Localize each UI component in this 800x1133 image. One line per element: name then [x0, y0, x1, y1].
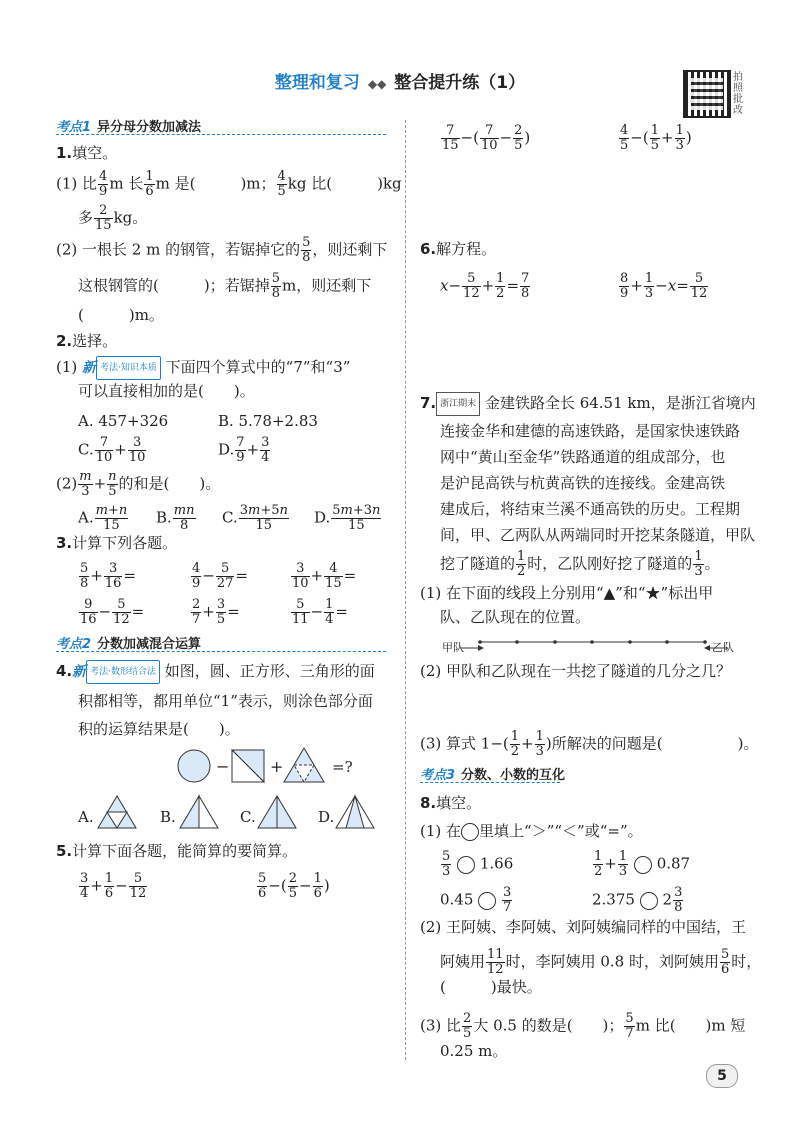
page-title: 整理和复习 ◆◆ 整合提升练（1） [274, 73, 526, 93]
q3-expr-4: $\frac{9}{16}$ − $\frac{5}{12}$ = [80, 597, 145, 627]
q5-expr-2: $\frac{5}{6}$ −( $\frac{2}{5}$ − $\frac{1}{6}$ ) [258, 871, 330, 901]
qr-code-icon[interactable] [683, 70, 731, 118]
q4-line-1: 4.新 考法·数形结合法 如图，圆、正方形、三角形的面 [56, 660, 375, 684]
q2-option-a: A. 457+326 [78, 412, 169, 430]
q4-option-b-label: B. [160, 808, 176, 826]
q8-part3-cont: 0.25 m。 [440, 1042, 508, 1060]
column-divider [405, 120, 406, 1060]
q2-title: 2.选择。 [56, 332, 118, 350]
section-heading-3: 考点3 分数、小数的互化 [420, 768, 566, 783]
q3-expr-3: $\frac{3}{10}$ + $\frac{4}{15}$ = [292, 561, 357, 591]
new-icon: 新 [72, 664, 87, 680]
q5-expr-4: $\frac{4}{5}$ −( $\frac{1}{5}$ + $\frac{1}{3}$ ) [620, 123, 692, 153]
q3-expr-1: $\frac{5}{8}$ + $\frac{3}{16}$ = [80, 561, 136, 591]
q7-part1-cont: 队、乙队现在的位置。 [440, 608, 591, 626]
q7-line-2: 连接金华和建德的高速铁路，是国家快速铁路 [440, 422, 741, 440]
q7-line-3: 网中“黄山至金华”铁路通道的组成部分，也 [440, 448, 726, 466]
q8-compare-4: 2.375 2 $\frac{3}{8}$ [592, 885, 683, 915]
q3-expr-5: $\frac{2}{7}$ + $\frac{3}{5}$ = [192, 597, 240, 627]
q4-option-c-figure [256, 794, 298, 830]
answer-circle[interactable] [640, 892, 658, 910]
q7-part1: (1) 在下面的线段上分别用“▲”和“★”标出甲 [420, 584, 714, 602]
q7-line-1: 7. 浙江期末 金建铁路全长 64.51 km，是浙江省境内 [420, 392, 756, 416]
answer-circle[interactable] [634, 856, 652, 874]
q4-option-d-label: D. [318, 808, 335, 826]
double-diamond-icon: ◆◆ [367, 77, 387, 91]
q7-line-left-label: 甲队 [442, 641, 464, 654]
q7-line-4: 是沪昆高铁与杭黄高铁的连接线。金建高铁 [440, 474, 726, 492]
svg-text:+: + [270, 757, 284, 776]
q2-option-d: D. $\frac{7}{9}$ + $\frac{3}{4}$ [218, 435, 270, 465]
q1-part1: (1) 比 $\frac{4}{9}$ m 长 $\frac{1}{6}$ m 是( )m； $\frac{4}{5}$ kg 比( )kg [56, 169, 402, 199]
q7-line-7: 挖了隧道的 $\frac{1}{2}$ 时，乙队刚好挖了隧道的 $\frac{1}{3}$ 。 [440, 549, 720, 579]
svg-text:−: − [216, 757, 230, 776]
q1-part2-cont: 这根钢管的( )；若锯掉 $\frac{5}{8}$ m，则还剩下 [78, 271, 372, 301]
q3-expr-2: $\frac{4}{9}$ − $\frac{5}{27}$ = [192, 561, 248, 591]
q4-equals: =? [332, 758, 353, 776]
q1-title: 1.填空。 [56, 144, 118, 162]
section-heading-2: 考点2 分数加减混合运算 [56, 637, 202, 652]
q6-equation-1: x− $\frac{5}{12}$ + $\frac{1}{2}$ = $\frac{7}{8}$ [440, 271, 530, 301]
q8-part2: (2) 王阿姨、李阿姨、刘阿姨编同样的中国结，王 [420, 918, 747, 936]
q2-p2-option-b: B. $\frac{mn}{8}$ [156, 503, 195, 533]
q6-title: 6.解方程。 [420, 240, 497, 258]
q8-part1: (1) 在 里填上“＞”“＜”或“=”。 [420, 822, 643, 840]
q1-part2-end: ( )m。 [78, 306, 164, 324]
q7-line-6: 间，甲、乙两队从两端同时开挖某条隧道，甲队 [440, 526, 756, 544]
q5-expr-3: $\frac{7}{15}$ −( $\frac{7}{10}$ − $\frac{2}{5}$ ) [442, 123, 531, 153]
q7-line-right-label: 乙队 [712, 641, 734, 654]
q8-compare-2: $\frac{1}{2}$ + $\frac{1}{3}$ 0.87 [594, 849, 691, 879]
q2-part1: (1) 新 考法·知识本质 下面四个算式中的“7”和“3” [56, 356, 350, 380]
q4-option-a-figure [96, 794, 138, 830]
q8-part2-cont: 阿姨用 $\frac{11}{12}$ 时，李阿姨用 0.8 时，刘阿姨用 $\frac{5}{6}$ 时， [440, 947, 762, 977]
q4-option-b-figure [178, 794, 220, 830]
q2-p2-option-a: A. $\frac{m+n}{15}$ [78, 503, 128, 533]
q3-expr-6: $\frac{5}{11}$ − $\frac{1}{4}$ = [292, 597, 348, 627]
q1-part1-cont: 多 $\frac{2}{15}$ kg。 [78, 203, 148, 233]
page-number: 5 [706, 1064, 738, 1088]
q4-line-3: 积的运算结果是( )。 [78, 720, 240, 738]
answer-circle [461, 823, 479, 841]
q2-option-b: B. 5.78+2.83 [218, 412, 318, 430]
q2-option-c: C. $\frac{7}{10}$ + $\frac{3}{10}$ [78, 435, 146, 465]
q8-title: 8.填空。 [420, 794, 482, 812]
q4-option-d-figure [334, 794, 376, 830]
answer-circle[interactable] [457, 856, 475, 874]
q1-part2: (2) 一根长 2 m 的钢管，若锯掉它的 $\frac{5}{8}$ ，则还剩下 [56, 235, 388, 265]
q8-compare-3: 0.45 $\frac{3}{7}$ [440, 885, 512, 915]
q3-title: 3.计算下列各题。 [56, 534, 178, 552]
q4-option-a-label: A. [78, 808, 94, 826]
q8-part2-end: ( )最快。 [440, 978, 542, 996]
qr-label: 拍照批改 [733, 72, 743, 116]
q8-part3: (3) 比 $\frac{2}{5}$ 大 0.5 的数是( )； $\frac{5}{7}$ m 比( )m 短 [420, 1011, 746, 1041]
q2-p2-option-c: C. $\frac{3m+5n}{15}$ [222, 503, 288, 533]
q5-expr-1: $\frac{3}{4}$ + $\frac{1}{6}$ − $\frac{5}{12}$ [80, 871, 147, 901]
q7-part3: (3) 算式 1−( $\frac{1}{2}$ + $\frac{1}{3}$ )所解决的问题是( )。 [420, 729, 759, 759]
q7-number-line[interactable] [440, 630, 750, 654]
q2-p2-option-d: D. $\frac{5m+3n}{15}$ [314, 503, 381, 533]
q4-option-c-label: C. [240, 808, 256, 826]
q7-part2: (2) 甲队和乙队现在一共挖了隧道的几分之几？ [420, 662, 732, 680]
q4-line-2: 积都相等，都用单位“1”表示，则涂色部分面 [78, 692, 373, 710]
answer-circle[interactable] [478, 892, 496, 910]
section-heading-1: 考点1 异分母分数加减法 [56, 120, 202, 135]
q2-part1-cont: 可以直接相加的是( )。 [78, 382, 255, 400]
q6-equation-2: $\frac{8}{9}$ + $\frac{1}{3}$ −x= $\frac{5}{12}$ [620, 271, 708, 301]
q8-compare-1: $\frac{5}{3}$ 1.66 [442, 849, 514, 879]
q2-part2: (2) $\frac{m}{3}$ + $\frac{n}{5}$ 的和是( )。 [56, 469, 221, 499]
q5-title: 5.计算下面各题，能简算的要简算。 [56, 842, 298, 860]
new-icon: 新 [82, 360, 97, 376]
q7-line-5: 建成后，将结束兰溪不通高铁的历史。工程期 [440, 500, 741, 518]
